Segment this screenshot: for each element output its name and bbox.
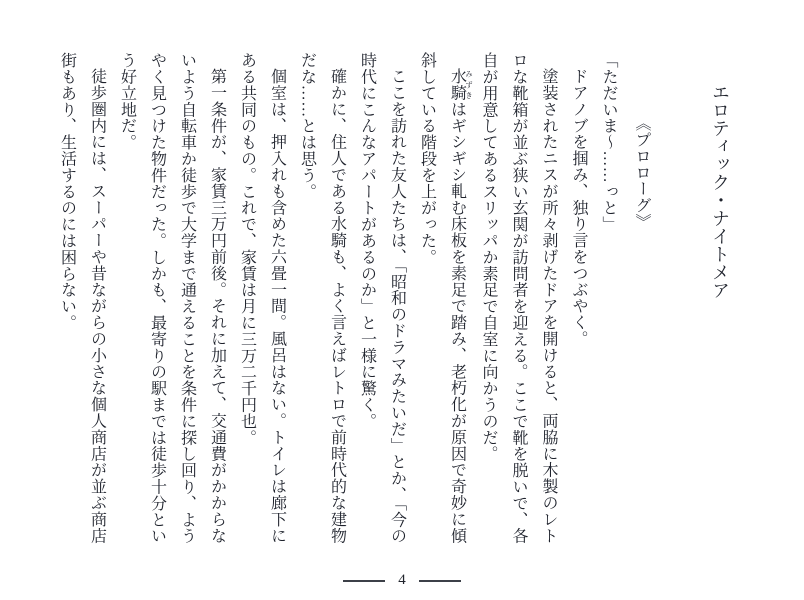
paragraph: 「ただいま～……っと」 [600,52,617,233]
paragraph-text: はギシギシ軋む床板を素足で踏み、老朽化が原因で奇妙に傾斜している階段を上がった。 [418,52,466,544]
paragraph: 塗装されたニスが所々剥げたドアを開けると、両脇に木製のレトロな靴箱が並ぶ狭い玄関が訪問者を迎える。ここで靴を脱いで、各自が用意してあるスリッパか素足で自室に向かうのだ。 [480,52,557,544]
page-text [20,52,734,552]
chapter-heading: 《プロローグ》 [633,115,650,230]
page-number-rule-left [343,580,385,582]
paragraph [412,52,474,552]
paragraph: 個室は、押入れも含めた六畳一間。風呂はない。トイレは廊下にある共同のもの。これで、家賃は月に三万二千円也。 [238,52,286,544]
ruby-furigana: みずき [464,68,474,101]
paragraph: 徒歩圏内には、スーパーや昔ながらの小さな個人商店が並ぶ商店街もあり、生活するのには困らない。 [58,52,106,544]
paragraph: ドアノブを掴み、独り言をつぶやく。 [570,68,587,347]
page-number-rule-right [419,580,461,582]
story-title: エロティック・ナイトメア [710,83,730,299]
paragraph: 確かに、住人である水騎も、よく言えばレトロで前時代的な建物だな……とは思う。 [298,52,346,544]
body-text [52,52,624,552]
ruby-word [448,68,474,101]
page-number: 4 [398,572,406,588]
page-footer [0,573,804,588]
paragraph: ここを訪れた友人たちは、「昭和のドラマみたいだ」とか、「今の時代にこんなアパートがあるのか」と一様に驚く。 [358,52,406,544]
ruby-base: 水騎 [448,68,466,101]
paragraph: 第一条件が、家賃三万円前後。それに加えて、交通費がかからないよう自転車か徒歩で大学まで通えることを条件に探し回り、ようやく見つけた物件だった。しかも、最寄りの駅までは徒歩十分という好立地だ。 [118,52,226,544]
